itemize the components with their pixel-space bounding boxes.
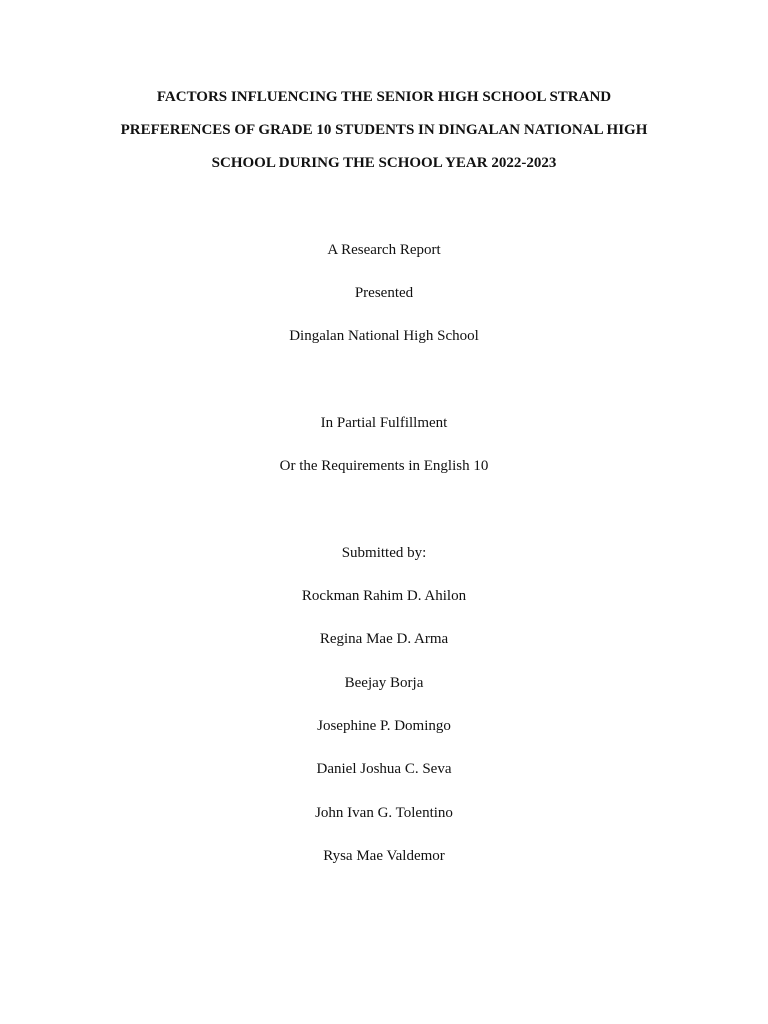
author-name: Josephine P. Domingo	[317, 718, 451, 734]
title-line-2: PREFERENCES OF GRADE 10 STUDENTS IN DINGALAN NATIONAL HIGH	[120, 122, 648, 138]
author-name: Beejay Borja	[344, 675, 424, 691]
institution-name: Dingalan National High School	[289, 328, 479, 344]
author-name: Regina Mae D. Arma	[319, 631, 449, 647]
fulfillment-text: In Partial Fulfillment	[320, 415, 448, 431]
requirements-text: Or the Requirements in English 10	[279, 458, 489, 474]
author-name: Rysa Mae Valdemor	[323, 848, 445, 864]
author-name: Rockman Rahim D. Ahilon	[301, 588, 467, 604]
presented-label: Presented	[354, 285, 414, 301]
author-name: Daniel Joshua C. Seva	[316, 761, 452, 777]
title-line-3: SCHOOL DURING THE SCHOOL YEAR 2022-2023	[211, 155, 557, 171]
author-name: John Ivan G. Tolentino	[315, 805, 453, 821]
title-line-1: FACTORS INFLUENCING THE SENIOR HIGH SCHOOL STRAND	[156, 89, 612, 105]
report-type: A Research Report	[327, 242, 441, 258]
submitted-by-label: Submitted by:	[341, 545, 427, 561]
